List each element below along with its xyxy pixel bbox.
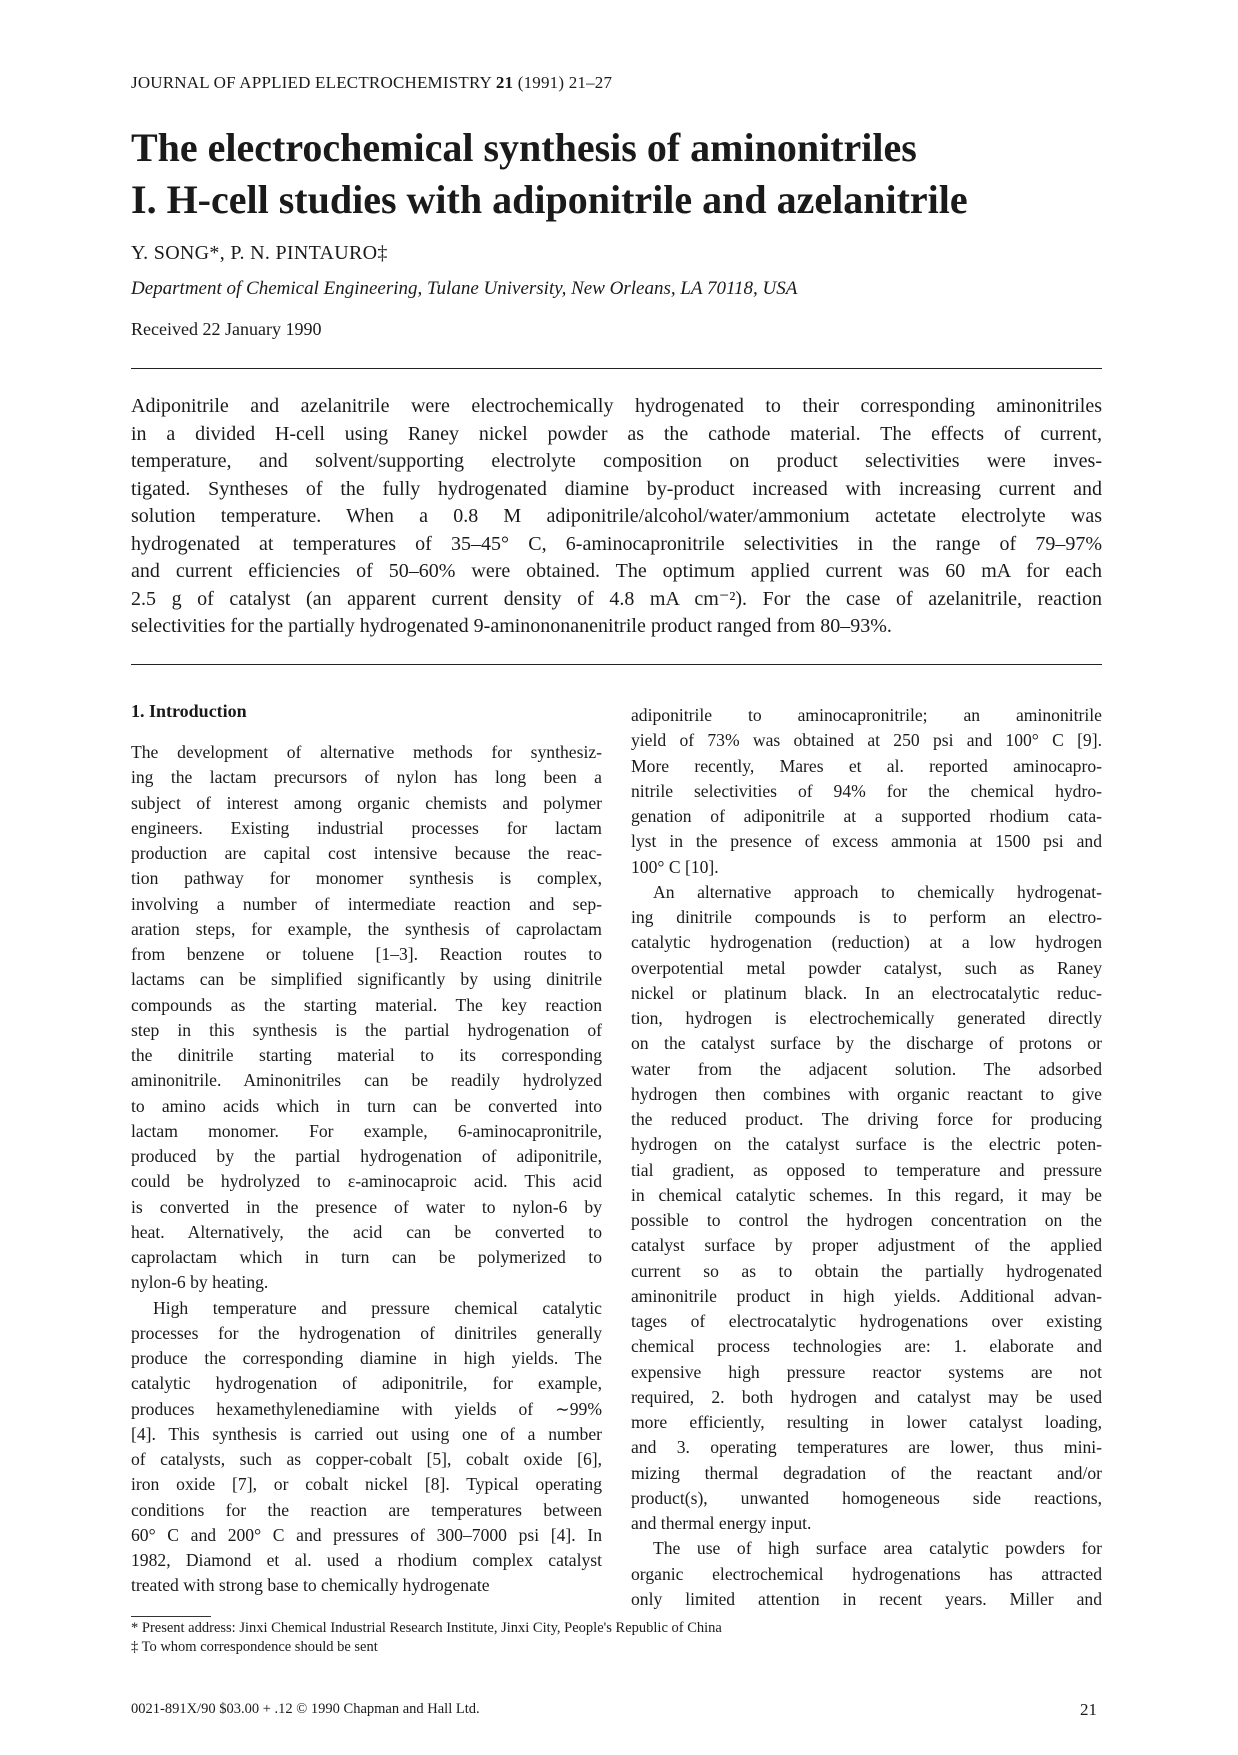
text-line: hydrogen on the catalyst surface is the electric poten- xyxy=(631,1134,1102,1155)
received-date: Received 22 January 1990 xyxy=(131,319,322,339)
text-line: High temperature and pressure chemical catalytic xyxy=(153,1297,602,1318)
page-number: 21 xyxy=(1080,1700,1097,1719)
text-line: catalytic hydrogenation (reduction) at a low hydrogen xyxy=(631,932,1102,953)
text-line: genation of adiponitrile at a supported rhodium cata- xyxy=(631,806,1102,826)
section-heading: 1. Introduction xyxy=(131,701,247,721)
text-line: iron oxide [7], or cobalt nickel [8]. Typical operating xyxy=(131,1474,602,1495)
text-line: of catalysts, such as copper-cobalt [5], cobalt oxide [6], xyxy=(131,1449,602,1469)
text-line: nickel or platinum black. In an electrocatalytic reduc- xyxy=(631,982,1102,1003)
text-line: ing dinitrile compounds is to perform an electro- xyxy=(631,907,1102,927)
text-line: product(s), unwanted homogeneous side reactions, xyxy=(631,1487,1102,1508)
article-title-line-1: The electrochemical synthesis of aminonitriles xyxy=(131,125,917,170)
text-line: 100° C [10]. xyxy=(631,856,719,877)
journal-volume: 21 xyxy=(495,73,514,92)
text-line: chemical process technologies are: 1. elaborate and xyxy=(631,1336,1102,1357)
left-column xyxy=(131,740,602,1599)
text-line: mizing thermal degradation of the reactant and/or xyxy=(631,1462,1102,1483)
text-line: possible to control the hydrogen concentration on the xyxy=(631,1210,1102,1230)
text-line: processes for the hydrogenation of dinitriles generally xyxy=(131,1322,602,1343)
text-line: adiponitrile to aminocapronitrile; an aminonitrile xyxy=(631,705,1102,725)
text-line: yield of 73% was obtained at 250 psi and 100° C [9]. xyxy=(631,730,1102,751)
text-line: tion pathway for monomer synthesis is complex, xyxy=(131,868,602,889)
intro-paragraph-4 xyxy=(631,880,1102,1537)
text-line: catalytic hydrogenation of adiponitrile, for example, xyxy=(131,1373,602,1394)
text-line: subject of interest among organic chemists and polymer xyxy=(131,792,602,813)
footnote-rule xyxy=(131,1616,211,1617)
intro-paragraph-2 xyxy=(131,1296,602,1599)
text-line: The development of alternative methods for synthesiz- xyxy=(131,742,602,762)
authors: Y. SONG*, P. N. PINTAURO‡ xyxy=(131,242,388,264)
text-line: step in this synthesis is the partial hydrogenation of xyxy=(131,1019,602,1040)
text-line: could be hydrolyzed to ε-aminocaproic acid. This acid xyxy=(131,1171,602,1192)
abstract-top-rule xyxy=(131,368,1102,369)
text-line: caprolactam which in turn can be polymerized to xyxy=(131,1247,602,1267)
text-line: More recently, Mares et al. reported aminocapro- xyxy=(631,755,1102,776)
text-line: aminonitrile product in high yields. Additional advan- xyxy=(631,1285,1102,1306)
text-line: tages of electrocatalytic hydrogenations over existing xyxy=(631,1311,1102,1331)
text-line: and thermal energy input. xyxy=(631,1513,812,1533)
text-line: lactam monomer. For example, 6-aminocapronitrile, xyxy=(131,1120,602,1141)
article-title-line-2: I. H-cell studies with adiponitrile and azelanitrile xyxy=(131,177,968,222)
text-line: nitrile selectivities of 94% for the chemical hydro- xyxy=(631,780,1102,801)
text-line: tial gradient, as opposed to temperature and pressure xyxy=(631,1159,1102,1180)
text-line: 2.5 g of catalyst (an apparent current density of 4.8 mA cm⁻²). For the case of azelanitrile, reaction xyxy=(131,587,1102,610)
text-line: lactams can be simplified significantly by using dinitrile xyxy=(131,969,602,990)
text-line: expensive high pressure reactor systems are not xyxy=(631,1361,1102,1382)
text-line: only limited attention in recent years. Miller and xyxy=(631,1588,1102,1609)
text-line: compounds as the starting material. The key reaction xyxy=(131,994,602,1015)
text-line: The use of high surface area catalytic powders for xyxy=(653,1538,1102,1559)
text-line: on the catalyst surface by the discharge of protons or xyxy=(631,1033,1102,1054)
journal-name: JOURNAL OF APPLIED ELECTROCHEMISTRY xyxy=(131,73,492,92)
text-line: selectivities for the partially hydrogenated 9-aminononanenitrile product ranged from 80–93%. xyxy=(131,615,892,637)
text-line: An alternative approach to chemically hydrogenat- xyxy=(653,881,1102,902)
text-line: [4]. This synthesis is carried out using one of a number xyxy=(131,1423,602,1444)
text-line: aration steps, for example, the synthesis of caprolactam xyxy=(131,918,602,939)
text-line: treated with strong base to chemically hydrogenate xyxy=(131,1575,490,1596)
text-line: and 3. operating temperatures are lower, thus mini- xyxy=(631,1437,1102,1458)
text-line: heat. Alternatively, the acid can be converted to xyxy=(131,1221,602,1242)
text-line: catalyst surface by proper adjustment of the applied xyxy=(631,1235,1102,1256)
text-line: production are capital cost intensive because the reac- xyxy=(131,843,602,863)
text-line: solution temperature. When a 0.8 M adiponitrile/alcohol/water/ammonium actetate electrolyte was xyxy=(131,505,1102,527)
right-column xyxy=(631,703,1102,1612)
text-line: nylon-6 by heating. xyxy=(131,1272,269,1293)
footnote-correspondence: ‡ To whom correspondence should be sent xyxy=(131,1639,378,1655)
text-line: aminonitrile. Aminonitriles can be readily hydrolyzed xyxy=(131,1070,602,1091)
text-line: produced by the partial hydrogenation of adiponitrile, xyxy=(131,1146,602,1166)
journal-year-pages: (1991) 21–27 xyxy=(517,73,613,92)
abstract-bottom-rule xyxy=(131,664,1102,665)
text-line: from benzene or toluene [1–3]. Reaction routes to xyxy=(131,944,602,964)
text-line: tion, hydrogen is electrochemically generated directly xyxy=(631,1008,1102,1028)
journal-header xyxy=(131,73,612,93)
copyright-line: 0021-891X/90 $03.00 + .12 © 1990 Chapman and Hall Ltd. xyxy=(131,1701,480,1717)
text-line: organic electrochemical hydrogenations has attracted xyxy=(631,1563,1102,1584)
text-line: Adiponitrile and azelanitrile were electrochemically hydrogenated to their corresponding aminonitriles xyxy=(131,395,1102,417)
text-line: temperature, and solvent/supporting electrolyte composition on product selectivities were inves- xyxy=(131,450,1102,472)
text-line: and current efficiencies of 50–60% were obtained. The optimum applied current was 60 mA for each xyxy=(131,560,1102,582)
text-line: produce the corresponding diamine in high yields. The xyxy=(131,1348,602,1368)
text-line: engineers. Existing industrial processes for lactam xyxy=(131,817,602,838)
text-line: required, 2. both hydrogen and catalyst may be used xyxy=(631,1386,1102,1407)
text-line: involving a number of intermediate reaction and sep- xyxy=(131,893,602,914)
text-line: in chemical catalytic schemes. In this regard, it may be xyxy=(631,1184,1102,1205)
text-line: the dinitrile starting material to its corresponding xyxy=(131,1045,602,1065)
intro-paragraph-5 xyxy=(631,1536,1102,1612)
text-line: water from the adjacent solution. The adsorbed xyxy=(631,1058,1102,1079)
text-line: current so as to obtain the partially hydrogenated xyxy=(631,1260,1102,1281)
text-line: more efficiently, resulting in lower catalyst loading, xyxy=(631,1412,1102,1432)
text-line: overpotential metal powder catalyst, such as Raney xyxy=(631,957,1102,978)
text-line: hydrogenated at temperatures of 35–45° C, 6-aminocapronitrile selectivities in the range of 79–97% xyxy=(131,532,1102,555)
abstract xyxy=(131,393,1102,641)
affiliation: Department of Chemical Engineering, Tulane University, New Orleans, LA 70118, USA xyxy=(131,278,798,299)
intro-paragraph-1 xyxy=(131,740,602,1296)
text-line: conditions for the reaction are temperatures between xyxy=(131,1499,602,1520)
text-line: 1982, Diamond et al. used a rhodium complex catalyst xyxy=(131,1550,602,1570)
footnote-present-address: * Present address: Jinxi Chemical Industrial Research Institute, Jinxi City, People's Republic of China xyxy=(131,1620,722,1636)
intro-paragraph-3 xyxy=(631,703,1102,880)
text-line: tigated. Syntheses of the fully hydrogenated diamine by-product increased with increasing current and xyxy=(131,477,1102,500)
text-line: to amino acids which in turn can be converted into xyxy=(131,1095,602,1116)
text-line: is converted in the presence of water to nylon-6 by xyxy=(131,1196,602,1217)
text-line: 60° C and 200° C and pressures of 300–7000 psi [4]. In xyxy=(131,1524,602,1545)
text-line: ing the lactam precursors of nylon has long been a xyxy=(131,767,602,788)
text-line: lyst in the presence of excess ammonia at 1500 psi and xyxy=(631,831,1102,852)
text-line: produces hexamethylenediamine with yields of ∼99% xyxy=(131,1398,602,1419)
text-line: in a divided H-cell using Raney nickel powder as the cathode material. The effects of current, xyxy=(131,422,1102,445)
text-line: hydrogen then combines with organic reactant to give xyxy=(631,1083,1102,1104)
text-line: the reduced product. The driving force for producing xyxy=(631,1109,1102,1129)
